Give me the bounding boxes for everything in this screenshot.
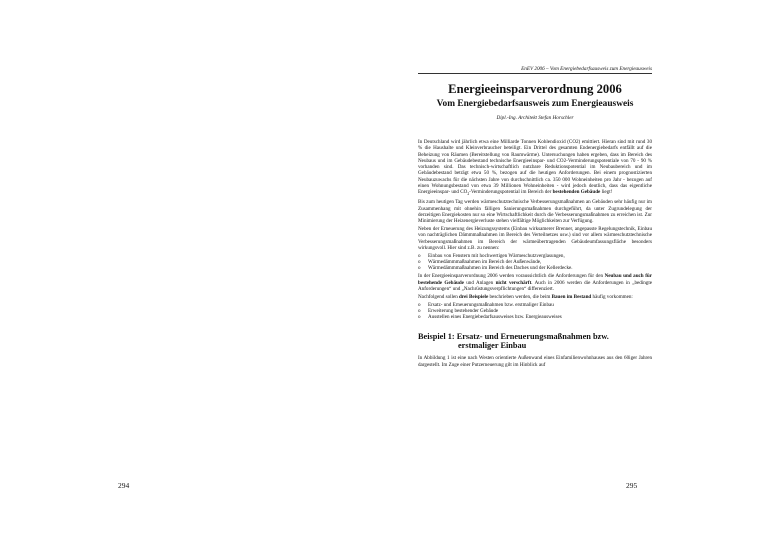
paragraph-measures: Bis zum heutigen Tag werden wärmeschutztechnische Verbesserungsmaßnahmen an Gebäuden sehr häufig nur im Zusammenhang mit ohnehin fälligen Sanierungsmaßnahmen durchgeführt, da unter Zugrundelegung der derzeitigen Energiekosten nur so eine Wirtschaftlichkeit durch die Verbesserungsmaßnahmen zu erreichen ist. Zur Minimierung der Heizenergieverluste stehen vielfältige Möglichkeiten zur Verfügung. xyxy=(418,199,652,225)
bullet-icon: o xyxy=(418,308,421,314)
measures-list xyxy=(418,253,652,272)
example-heading-line-1: Beispiel 1: Ersatz- und Erneuerungsmaßnahmen bzw. xyxy=(418,331,609,341)
page-number-right: 295 xyxy=(626,481,638,490)
list-item-text: Ausstellen eines Energiebedarfsausweises bzw. Energieausweises xyxy=(428,314,562,321)
page-title: Energieeinsparverordnung 2006 xyxy=(448,82,622,96)
intro-text: In Deutschland wird jährlich etwa eine Milliarde Tonnen Kohlendioxid (CO2) emittiert. Hieran sind mit rund 30 % die Haushalte und Kleinverbraucher beteiligt. Ein Drittel des gesamten Endenergiebedarfs entfällt auf die Beheizung von Räumen (Bereitstellung von Raumwärme). Untersuchungen haben ergeben, dass im Bereich des Neubaus und im Gebäudebestand technische Energieeinspar- und CO2-Verminderungspotentiale von 70 - 90 % vorhanden sind. Das technisch-wirtschaftlich nutzbare Reduktionspotential im Neubaubereich und im Gebäudebestand beträgt etwa 50 %, bezogen auf die heutigen Anforderungen. Bei einem prognostizierten Neubauzuwachs für die nächsten Jahre von durchschnittlich ca. 350 000 Wohneinheiten pro Jahr - bezogen auf einen Wohnungsbestand von etwa 39 Millionen Wohneinheiten - wird jedoch deutlich, dass das eigentliche Energieeinspar- und CO xyxy=(418,139,652,196)
list-item-text: Ersatz- und Erneuerungsmaßnahmen bzw. erstmaliger Einbau xyxy=(428,301,554,308)
examples-text-a: Nachfolgend sollen xyxy=(418,293,460,300)
bullet-icon: o xyxy=(418,259,421,266)
enev-text-d: . Auch in 2006 werden die Anforderungen in „bedingte Anforderungen“ und „Nachrüstungsverpflichtungen“ differenziert. xyxy=(418,279,652,292)
examples-bold-2: Bauen im Bestand xyxy=(551,293,592,300)
list-item-text: Wärmedämmmaßnahmen im Bereich des Daches und der Kellerdecke. xyxy=(428,265,573,272)
examples-bold-1: drei Beispiele xyxy=(459,293,489,300)
list-item xyxy=(418,314,652,320)
examples-list xyxy=(418,302,652,321)
list-item-text: Erweiterung bestehender Gebäude xyxy=(428,308,499,314)
example-1-heading xyxy=(418,332,652,351)
examples-text-d: häufig vorkommen: xyxy=(591,293,633,300)
article-body xyxy=(418,139,652,368)
list-item-text: Wärmedämmmaßnahmen im Bereich der Außenwände, xyxy=(428,259,542,266)
example-heading-line-2: erstmaliger Einbau xyxy=(458,341,527,350)
list-item xyxy=(418,265,652,271)
paragraph-examples-intro xyxy=(418,294,652,300)
page-number-left: 294 xyxy=(118,481,130,490)
examples-text-c: beschrieben werden, die beim xyxy=(488,293,552,300)
paragraph-example-1: In Abbildung 1 ist eine nach Westen orientierte Außenwand eines Einfamilienwohnhauses aus den 60iger Jahren dargestellt. Im Zuge einer Putzerneuerung gilt im Hinblick auf xyxy=(418,355,652,368)
enev-bold-2: nicht verschärft xyxy=(495,279,532,286)
enev-bold-1: Neubau und auch für bestehende Gebäude xyxy=(418,273,652,286)
page-subtitle: Vom Energiebedarfsausweis zum Energieausweis xyxy=(436,99,634,109)
paragraph-intro xyxy=(418,139,652,198)
intro-text-after: -Verminderungspotential im Bereich der xyxy=(469,189,553,196)
paragraph-enev2006 xyxy=(418,273,652,292)
bullet-icon: o xyxy=(418,265,421,272)
enev-text-c: und Anlagen xyxy=(463,279,496,286)
bullet-icon: o xyxy=(418,301,421,308)
co2-subscript: 2 xyxy=(467,192,470,197)
intro-bold-phrase: bestehenden Gebäude xyxy=(552,189,601,196)
bullet-icon: o xyxy=(418,314,421,321)
enev-text-a: In der Energieeinsparverordnung 2006 werden voraussichtlich die Anforderungen für den xyxy=(418,273,605,280)
running-head: EnEV 2006 – Vom Energiebedarfsausweis zum Energieausweis xyxy=(418,66,652,74)
paragraph-heating: Neben der Erneuerung des Heizungssystems (Einbau wirksamerer Brenner, angepasste Regelungstechnik, Einbau von nachträglichen Dämmmaßnahmen im Bereich des Verteilnetzes usw.) sind vor allem wärmeschutztechnische Verbesserungsmaßnahmen im Bereich der wärmeübertragenden Gebäudeumfassungsfläche besonders wirkungsvoll. Hier sind z.B. zu nennen: xyxy=(418,226,652,251)
intro-text-end: liegt! xyxy=(600,189,613,196)
author-line: Dipl.-Ing. Architekt Stefan Horschler xyxy=(496,115,574,121)
bullet-icon: o xyxy=(418,252,421,259)
right-page-column xyxy=(418,66,652,370)
list-item-text: Einbau von Fenstern mit hochwertigen Wärmeschutzverglasungen, xyxy=(428,252,565,259)
